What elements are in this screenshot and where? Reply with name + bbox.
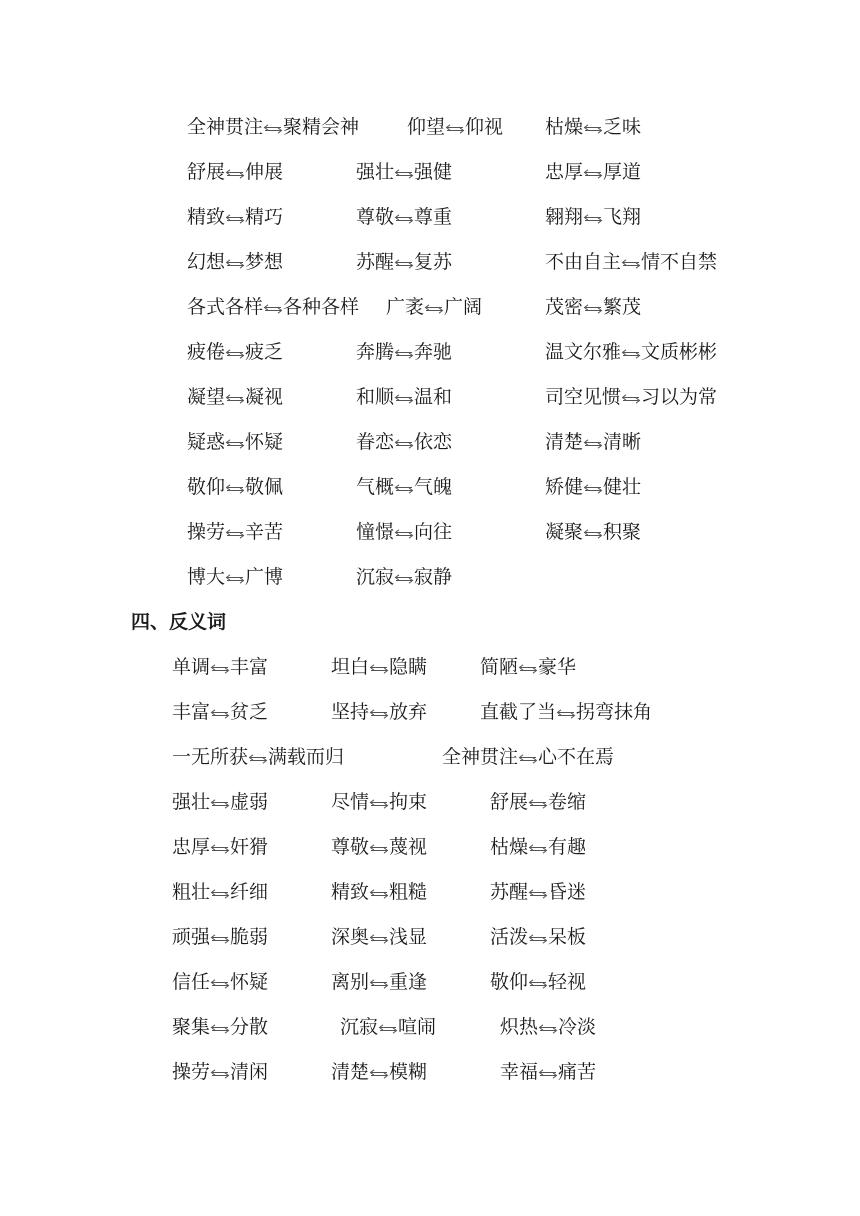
antonym-pair <box>172 654 268 680</box>
word-b: 疲乏 <box>245 341 284 363</box>
double-arrow-icon <box>394 259 414 269</box>
synonym-pair <box>356 429 452 455</box>
word-b: 奸猾 <box>230 836 269 858</box>
word-b: 虚弱 <box>230 791 269 813</box>
double-arrow-icon <box>263 124 283 134</box>
antonym-pair <box>442 744 614 770</box>
double-arrow-icon <box>225 214 245 224</box>
double-arrow-icon <box>210 1069 230 1079</box>
word-a: 强壮 <box>172 791 211 813</box>
word-a: 活泼 <box>490 926 529 948</box>
word-a: 各式各样 <box>187 296 264 318</box>
antonym-pair <box>331 969 427 995</box>
synonym-pair <box>187 294 359 320</box>
antonym-pair <box>490 789 586 815</box>
word-a: 强壮 <box>356 161 395 183</box>
word-b: 气魄 <box>414 476 453 498</box>
word-b: 广阔 <box>444 296 483 318</box>
word-a: 舒展 <box>187 161 226 183</box>
word-b: 隐瞒 <box>389 656 428 678</box>
word-b: 怀疑 <box>230 971 269 993</box>
word-a: 敬仰 <box>187 476 226 498</box>
word-a: 沉寂 <box>340 1016 379 1038</box>
antonym-pair <box>331 1059 427 1085</box>
word-b: 放弃 <box>389 701 428 723</box>
double-arrow-icon <box>369 799 389 809</box>
word-b: 重逢 <box>389 971 428 993</box>
double-arrow-icon <box>621 259 641 269</box>
word-a: 直截了当 <box>480 701 557 723</box>
word-a: 炽热 <box>500 1016 539 1038</box>
word-a: 奔腾 <box>356 341 395 363</box>
word-b: 温和 <box>414 386 453 408</box>
double-arrow-icon <box>369 934 389 944</box>
antonym-pair <box>172 834 268 860</box>
antonym-pair <box>480 654 576 680</box>
double-arrow-icon <box>225 259 245 269</box>
antonym-pair <box>331 654 427 680</box>
antonym-pair <box>331 879 427 905</box>
double-arrow-icon <box>225 349 245 359</box>
word-b: 奔驰 <box>414 341 453 363</box>
double-arrow-icon <box>210 709 230 719</box>
antonym-pair <box>490 879 586 905</box>
word-b: 清晰 <box>603 431 642 453</box>
synonym-pair <box>545 249 717 275</box>
word-b: 凝视 <box>245 386 284 408</box>
synonym-pair <box>187 114 359 140</box>
synonym-pair <box>187 384 283 410</box>
word-a: 气概 <box>356 476 395 498</box>
double-arrow-icon <box>518 664 538 674</box>
double-arrow-icon <box>394 214 414 224</box>
antonym-pair <box>172 789 268 815</box>
word-b: 文质彬彬 <box>641 341 718 363</box>
word-a: 清楚 <box>331 1061 370 1083</box>
double-arrow-icon <box>369 709 389 719</box>
word-a: 幸福 <box>500 1061 539 1083</box>
word-b: 丰富 <box>230 656 269 678</box>
double-arrow-icon <box>424 304 444 314</box>
double-arrow-icon <box>210 979 230 989</box>
word-b: 喧闹 <box>398 1016 437 1038</box>
antonym-pair <box>340 1014 436 1040</box>
word-b: 豪华 <box>538 656 577 678</box>
synonym-pair <box>187 159 283 185</box>
double-arrow-icon <box>210 799 230 809</box>
double-arrow-icon <box>621 394 641 404</box>
antonym-pair <box>172 1014 268 1040</box>
word-a: 离别 <box>331 971 370 993</box>
double-arrow-icon <box>583 304 603 314</box>
word-b: 复苏 <box>414 251 453 273</box>
synonym-pair <box>356 204 452 230</box>
antonym-pair <box>500 1014 596 1040</box>
antonym-pair <box>172 744 344 770</box>
double-arrow-icon <box>394 529 414 539</box>
word-b: 脆弱 <box>230 926 269 948</box>
double-arrow-icon <box>263 304 283 314</box>
word-a: 凝聚 <box>545 521 584 543</box>
word-a: 苏醒 <box>356 251 395 273</box>
word-b: 清闲 <box>230 1061 269 1083</box>
double-arrow-icon <box>369 889 389 899</box>
synonym-pair <box>187 519 283 545</box>
word-a: 司空见惯 <box>545 386 622 408</box>
double-arrow-icon <box>583 214 603 224</box>
double-arrow-icon <box>248 754 268 764</box>
word-b: 分散 <box>230 1016 269 1038</box>
synonym-pair <box>187 474 283 500</box>
word-a: 忠厚 <box>172 836 211 858</box>
word-a: 不由自主 <box>545 251 622 273</box>
synonym-pair <box>356 519 452 545</box>
word-b: 辛苦 <box>245 521 284 543</box>
word-b: 蔑视 <box>389 836 428 858</box>
word-b: 聚精会神 <box>283 116 360 138</box>
word-a: 温文尔雅 <box>545 341 622 363</box>
double-arrow-icon <box>369 664 389 674</box>
antonym-pair <box>331 699 427 725</box>
antonym-pair <box>331 924 427 950</box>
word-b: 拘束 <box>389 791 428 813</box>
word-b: 各种各样 <box>283 296 360 318</box>
word-a: 眷恋 <box>356 431 395 453</box>
word-b: 粗糙 <box>389 881 428 903</box>
word-a: 枯燥 <box>490 836 529 858</box>
word-a: 敬仰 <box>490 971 529 993</box>
word-b: 广博 <box>245 566 284 588</box>
word-b: 冷淡 <box>558 1016 597 1038</box>
word-a: 精致 <box>187 206 226 228</box>
synonym-pair <box>187 429 283 455</box>
double-arrow-icon <box>225 439 245 449</box>
double-arrow-icon <box>556 709 576 719</box>
synonym-pair <box>356 564 452 590</box>
synonym-pair <box>356 339 452 365</box>
word-a: 精致 <box>331 881 370 903</box>
word-b: 痛苦 <box>558 1061 597 1083</box>
word-a: 丰富 <box>172 701 211 723</box>
synonym-pair <box>545 159 641 185</box>
word-a: 尽情 <box>331 791 370 813</box>
word-a: 疑惑 <box>187 431 226 453</box>
word-b: 厚道 <box>603 161 642 183</box>
double-arrow-icon <box>210 844 230 854</box>
double-arrow-icon <box>394 394 414 404</box>
double-arrow-icon <box>394 169 414 179</box>
word-b: 习以为常 <box>641 386 718 408</box>
word-a: 和顺 <box>356 386 395 408</box>
double-arrow-icon <box>538 1069 558 1079</box>
word-b: 轻视 <box>548 971 587 993</box>
antonym-pair <box>331 834 427 860</box>
word-a: 单调 <box>172 656 211 678</box>
synonym-pair <box>545 339 717 365</box>
word-a: 忠厚 <box>545 161 584 183</box>
double-arrow-icon <box>369 979 389 989</box>
double-arrow-icon <box>518 754 538 764</box>
word-a: 聚集 <box>172 1016 211 1038</box>
antonym-pair <box>172 879 268 905</box>
synonym-pair <box>407 114 503 140</box>
double-arrow-icon <box>528 799 548 809</box>
word-b: 模糊 <box>389 1061 428 1083</box>
word-b: 昏迷 <box>548 881 587 903</box>
word-a: 憧憬 <box>356 521 395 543</box>
word-b: 有趣 <box>548 836 587 858</box>
double-arrow-icon <box>394 484 414 494</box>
word-a: 苏醒 <box>490 881 529 903</box>
word-a: 坚持 <box>331 701 370 723</box>
synonym-pair <box>187 564 283 590</box>
word-b: 呆板 <box>548 926 587 948</box>
word-a: 顽强 <box>172 926 211 948</box>
word-b: 贫乏 <box>230 701 269 723</box>
word-b: 依恋 <box>414 431 453 453</box>
double-arrow-icon <box>621 349 641 359</box>
word-b: 怀疑 <box>245 431 284 453</box>
synonym-pair <box>545 294 641 320</box>
antonym-pair <box>172 924 268 950</box>
synonym-pair <box>187 249 283 275</box>
antonym-pair <box>490 924 586 950</box>
double-arrow-icon <box>394 439 414 449</box>
synonym-pair <box>356 159 452 185</box>
synonym-pair <box>545 114 641 140</box>
double-arrow-icon <box>225 529 245 539</box>
double-arrow-icon <box>528 844 548 854</box>
word-a: 博大 <box>187 566 226 588</box>
word-b: 尊重 <box>414 206 453 228</box>
double-arrow-icon <box>210 889 230 899</box>
synonym-pair <box>356 249 452 275</box>
word-a: 仰望 <box>407 116 446 138</box>
double-arrow-icon <box>528 979 548 989</box>
synonym-pair <box>545 519 641 545</box>
word-a: 一无所获 <box>172 746 249 768</box>
word-a: 翱翔 <box>545 206 584 228</box>
antonym-pair <box>490 834 586 860</box>
word-a: 清楚 <box>545 431 584 453</box>
word-b: 繁茂 <box>603 296 642 318</box>
word-a: 操劳 <box>172 1061 211 1083</box>
word-b: 精巧 <box>245 206 284 228</box>
synonym-pair <box>187 339 283 365</box>
word-a: 信任 <box>172 971 211 993</box>
synonym-pair <box>356 474 452 500</box>
synonym-pair <box>356 384 452 410</box>
word-a: 尊敬 <box>331 836 370 858</box>
double-arrow-icon <box>210 934 230 944</box>
double-arrow-icon <box>225 574 245 584</box>
double-arrow-icon <box>210 664 230 674</box>
word-b: 浅显 <box>389 926 428 948</box>
synonym-pair <box>545 474 641 500</box>
synonym-pair <box>187 204 283 230</box>
word-a: 枯燥 <box>545 116 584 138</box>
synonym-pair <box>386 294 482 320</box>
double-arrow-icon <box>538 1024 558 1034</box>
word-b: 满载而归 <box>268 746 345 768</box>
synonym-pair <box>545 204 641 230</box>
word-b: 情不自禁 <box>641 251 718 273</box>
word-b: 伸展 <box>245 161 284 183</box>
double-arrow-icon <box>394 574 414 584</box>
antonym-pair <box>500 1059 596 1085</box>
word-a: 凝望 <box>187 386 226 408</box>
word-a: 广袤 <box>386 296 425 318</box>
double-arrow-icon <box>210 1024 230 1034</box>
word-a: 全神贯注 <box>187 116 264 138</box>
word-b: 积聚 <box>603 521 642 543</box>
word-b: 纤细 <box>230 881 269 903</box>
word-b: 敬佩 <box>245 476 284 498</box>
antonym-pair <box>490 969 586 995</box>
word-a: 舒展 <box>490 791 529 813</box>
word-b: 乏味 <box>603 116 642 138</box>
synonym-pair <box>545 429 641 455</box>
word-a: 矫健 <box>545 476 584 498</box>
double-arrow-icon <box>583 124 603 134</box>
word-b: 仰视 <box>465 116 504 138</box>
double-arrow-icon <box>583 169 603 179</box>
antonym-pair <box>172 969 268 995</box>
word-b: 梦想 <box>245 251 284 273</box>
word-b: 飞翔 <box>603 206 642 228</box>
double-arrow-icon <box>583 439 603 449</box>
word-a: 茂密 <box>545 296 584 318</box>
section-heading-antonyms: 四、反义词 <box>131 611 227 633</box>
word-b: 健壮 <box>603 476 642 498</box>
double-arrow-icon <box>394 349 414 359</box>
antonym-pair <box>331 789 427 815</box>
synonym-pair <box>545 384 717 410</box>
double-arrow-icon <box>583 529 603 539</box>
word-b: 向往 <box>414 521 453 543</box>
word-a: 尊敬 <box>356 206 395 228</box>
double-arrow-icon <box>225 169 245 179</box>
double-arrow-icon <box>583 484 603 494</box>
word-a: 疲倦 <box>187 341 226 363</box>
double-arrow-icon <box>528 889 548 899</box>
double-arrow-icon <box>225 394 245 404</box>
double-arrow-icon <box>528 934 548 944</box>
word-b: 寂静 <box>414 566 453 588</box>
double-arrow-icon <box>369 1069 389 1079</box>
antonym-pair <box>480 699 652 725</box>
double-arrow-icon <box>225 484 245 494</box>
word-b: 强健 <box>414 161 453 183</box>
word-b: 卷缩 <box>548 791 587 813</box>
double-arrow-icon <box>369 844 389 854</box>
double-arrow-icon <box>445 124 465 134</box>
word-b: 心不在焉 <box>538 746 615 768</box>
antonym-pair <box>172 699 268 725</box>
word-a: 全神贯注 <box>442 746 519 768</box>
word-a: 粗壮 <box>172 881 211 903</box>
word-b: 拐弯抹角 <box>576 701 653 723</box>
word-a: 幻想 <box>187 251 226 273</box>
word-a: 简陋 <box>480 656 519 678</box>
word-a: 深奥 <box>331 926 370 948</box>
double-arrow-icon <box>378 1024 398 1034</box>
word-a: 沉寂 <box>356 566 395 588</box>
word-a: 坦白 <box>331 656 370 678</box>
word-a: 操劳 <box>187 521 226 543</box>
antonym-pair <box>172 1059 268 1085</box>
